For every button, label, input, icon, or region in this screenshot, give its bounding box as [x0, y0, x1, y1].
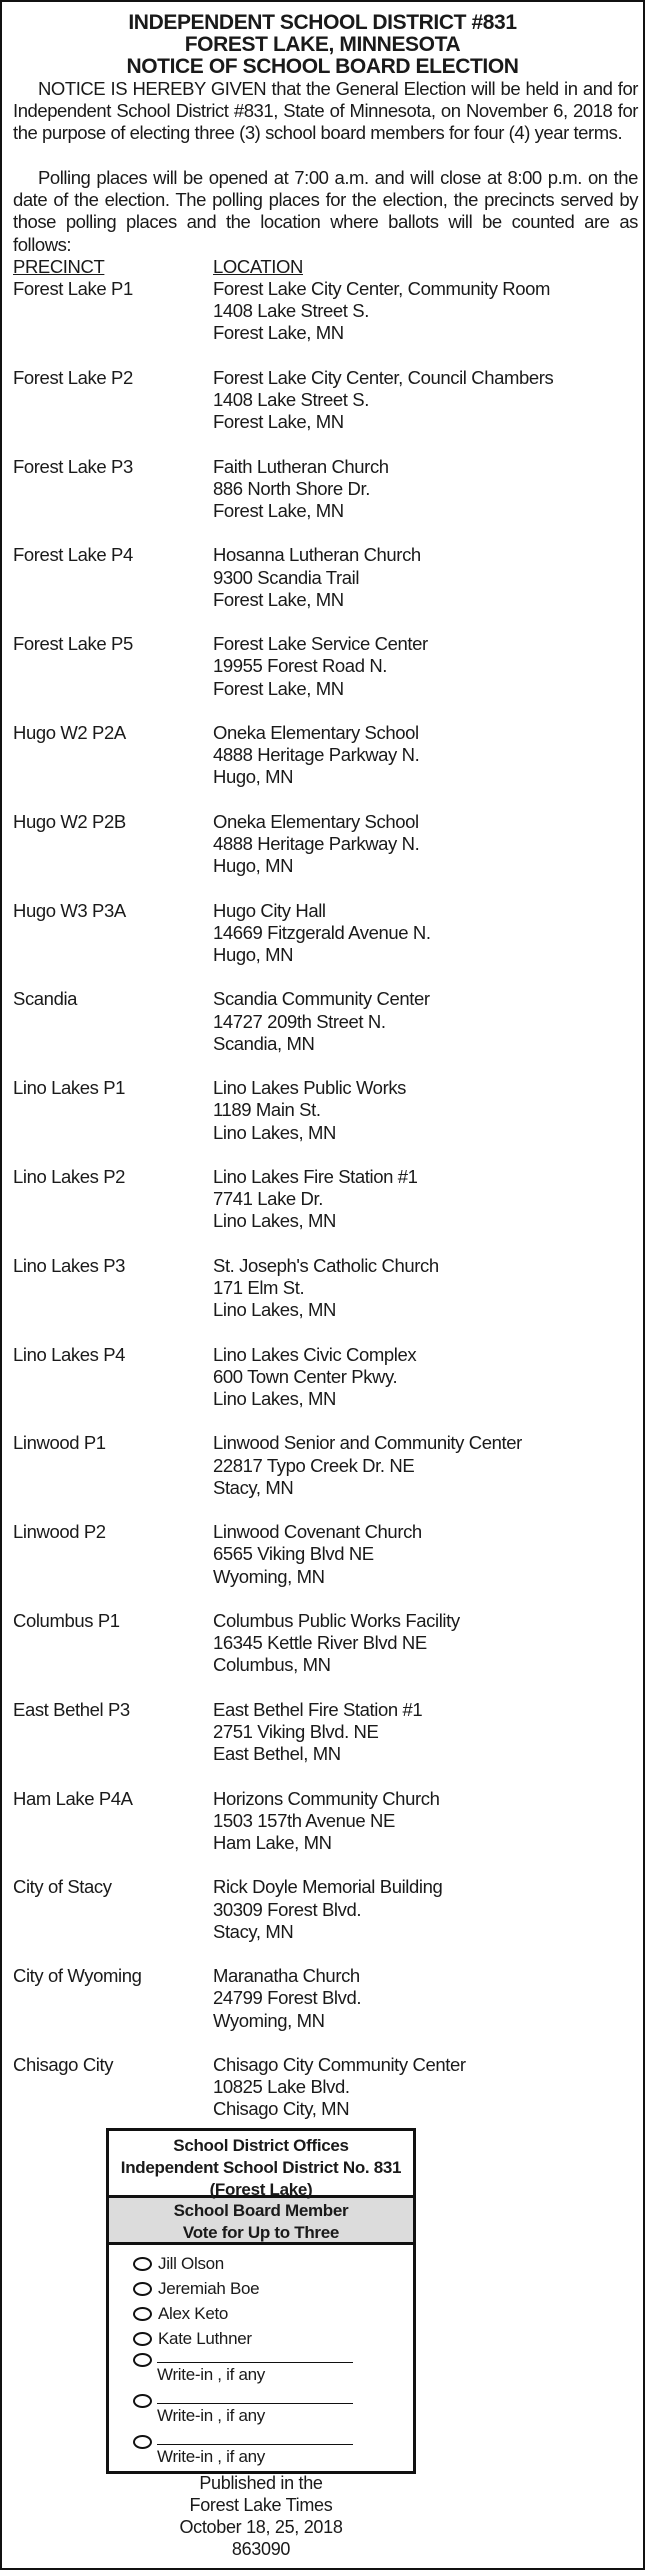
location-line: Maranatha Church — [213, 1965, 360, 1987]
precinct-name: City of Wyoming — [13, 1965, 142, 1987]
precinct-name: Linwood P2 — [13, 1521, 106, 1543]
location-line: Ham Lake, MN — [213, 1831, 332, 1853]
location-line: 10825 Lake Blvd. — [213, 2076, 350, 2098]
polling-location — [213, 1077, 406, 1166]
precinct-entry — [13, 1876, 633, 1965]
location-line: Horizons Community Church — [213, 1787, 440, 1809]
location-line: 7741 Lake Dr. — [213, 1188, 323, 1210]
location-line: Forest Lake City Center, Community Room — [213, 278, 551, 299]
precinct-name: Forest Lake P1 — [13, 278, 133, 299]
location-line: Hugo, MN — [213, 766, 294, 788]
ballot-oval-icon[interactable] — [133, 2257, 152, 2271]
location-line: Hugo City Hall — [213, 899, 326, 921]
precinct-entry — [13, 1344, 633, 1433]
polling-location — [213, 1166, 418, 1255]
ballot-heading-line: School District Offices — [173, 2136, 349, 2155]
ballot-heading-line: Independent School District No. 831 — [120, 2158, 402, 2177]
polling-location — [213, 1344, 416, 1433]
write-in-line[interactable] — [157, 2362, 353, 2363]
location-line: East Bethel Fire Station #1 — [213, 1698, 423, 1720]
location-line: 2751 Viking Blvd. NE — [213, 1720, 379, 1742]
precinct-name: Lino Lakes P2 — [13, 1165, 126, 1187]
ballot-oval-icon[interactable] — [133, 2353, 152, 2367]
candidate-option[interactable] — [133, 2276, 413, 2301]
location-line: Oneka Elementary School — [213, 721, 419, 743]
location-line: Lino Lakes, MN — [213, 1210, 336, 1232]
polling-location — [213, 1965, 361, 2054]
precinct-name: Lino Lakes P1 — [13, 1077, 126, 1099]
candidate-name: Kate Luthner — [158, 2328, 252, 2348]
location-line: Lino Lakes Civic Complex — [213, 1343, 417, 1365]
precinct-name: Chisago City — [13, 2053, 114, 2075]
location-line: 600 Town Center Pkwy. — [213, 1365, 398, 1387]
notice-id: 863090 — [231, 2539, 291, 2559]
location-line: 4888 Heritage Parkway N. — [213, 744, 420, 766]
location-line: Hugo, MN — [213, 943, 294, 965]
candidate-list — [109, 2245, 413, 2474]
location-line: Rick Doyle Memorial Building — [213, 1876, 443, 1898]
precinct-entry — [13, 456, 633, 545]
polling-location — [213, 456, 389, 545]
location-line: 9300 Scandia Trail — [213, 566, 360, 588]
polling-paragraph: Polling places will be opened at 7:00 a.m. and will close at 8:00 p.m. on the date of the election. The polling places for the election, the precincts served by those polling places and the location where ballots will be counted are as follows: — [13, 167, 638, 255]
location-line: East Bethel, MN — [213, 1743, 341, 1765]
location-line: Forest Lake, MN — [213, 411, 344, 433]
precinct-name: Linwood P1 — [13, 1432, 106, 1454]
precinct-name: Lino Lakes P4 — [13, 1343, 126, 1365]
publication-name: Forest Lake Times — [189, 2495, 333, 2515]
precinct-entry — [13, 1166, 633, 1255]
publication-line: Published in the — [199, 2473, 323, 2493]
polling-location — [213, 633, 428, 722]
location-line: 171 Elm St. — [213, 1276, 305, 1298]
precinct-entry — [13, 1965, 633, 2054]
publication-dates: October 18, 25, 2018 — [179, 2517, 343, 2537]
candidate-name: Alex Keto — [158, 2303, 229, 2323]
location-column-header: LOCATION — [213, 256, 303, 277]
ballot-oval-icon[interactable] — [133, 2307, 152, 2321]
precinct-entry — [13, 900, 633, 989]
location-line: Wyoming, MN — [213, 2009, 325, 2031]
precinct-name: Ham Lake P4A — [13, 1787, 133, 1809]
candidate-option[interactable] — [133, 2251, 413, 2276]
write-in-option[interactable] — [133, 2351, 413, 2392]
polling-location — [213, 1699, 422, 1788]
location-line: Lino Lakes Public Works — [213, 1077, 407, 1099]
location-line: 1503 157th Avenue NE — [213, 1809, 395, 1831]
vote-instruction: Vote for Up to Three — [182, 2223, 340, 2242]
location-line: Lino Lakes, MN — [213, 1387, 336, 1409]
precinct-name: Forest Lake P3 — [13, 455, 133, 477]
write-in-label: Write-in , if any — [157, 2365, 265, 2384]
polling-location — [213, 1255, 439, 1344]
location-line: Linwood Covenant Church — [213, 1521, 422, 1543]
precinct-entry — [13, 1699, 633, 1788]
location-line: Forest Lake, MN — [213, 677, 344, 699]
write-in-option[interactable] — [133, 2392, 413, 2433]
location-line: Lino Lakes, MN — [213, 1299, 336, 1321]
location-line: 1189 Main St. — [213, 1099, 321, 1121]
polling-location — [213, 278, 550, 367]
precinct-entry — [13, 811, 633, 900]
sample-ballot — [106, 2128, 416, 2474]
location-line: 14727 209th Street N. — [213, 1010, 386, 1032]
write-in-option[interactable] — [133, 2433, 413, 2474]
location-line: 14669 Fitzgerald Avenue N. — [213, 921, 431, 943]
location-line: Wyoming, MN — [213, 1565, 325, 1587]
location-line: Forest Lake, MN — [213, 322, 344, 344]
title-line-district: INDEPENDENT SCHOOL DISTRICT #831 — [128, 11, 517, 34]
location-line: Linwood Senior and Community Center — [213, 1432, 522, 1454]
precinct-name: Hugo W3 P3A — [13, 899, 126, 921]
precinct-name: Lino Lakes P3 — [13, 1254, 126, 1276]
write-in-label: Write-in , if any — [157, 2447, 265, 2466]
location-line: 30309 Forest Blvd. — [213, 1898, 362, 1920]
polling-location — [213, 544, 421, 633]
polling-location — [213, 1788, 439, 1877]
publication-info — [106, 2472, 416, 2560]
location-line: Columbus, MN — [213, 1654, 331, 1676]
ballot-oval-icon[interactable] — [133, 2435, 152, 2449]
location-line: Stacy, MN — [213, 1476, 294, 1498]
location-line: Scandia, MN — [213, 1032, 315, 1054]
location-line: 1408 Lake Street S. — [213, 300, 369, 322]
precinct-name: Columbus P1 — [13, 1609, 120, 1631]
location-line: Forest Lake Service Center — [213, 633, 428, 655]
candidate-name: Jill Olson — [158, 2253, 224, 2273]
precinct-entry — [13, 1521, 633, 1610]
precinct-name: Hugo W2 P2A — [13, 721, 126, 743]
ballot-oval-icon[interactable] — [133, 2282, 152, 2296]
location-line: Hugo, MN — [213, 855, 294, 877]
notice-title — [0, 12, 645, 78]
location-line: Stacy, MN — [213, 1920, 294, 1942]
precinct-name: City of Stacy — [13, 1876, 112, 1898]
location-line: 4888 Heritage Parkway N. — [213, 832, 420, 854]
location-line: Columbus Public Works Facility — [213, 1609, 460, 1631]
location-line: Scandia Community Center — [213, 988, 430, 1010]
polling-location — [213, 722, 419, 811]
precinct-name: Scandia — [13, 988, 78, 1010]
location-line: 24799 Forest Blvd. — [213, 1987, 362, 2009]
location-line: Faith Lutheran Church — [213, 455, 389, 477]
location-line: Lino Lakes, MN — [213, 1121, 336, 1143]
write-in-line[interactable] — [157, 2444, 353, 2445]
location-line: Oneka Elementary School — [213, 810, 419, 832]
precinct-name: Forest Lake P5 — [13, 633, 133, 655]
ballot-heading-line: (Forest Lake) — [209, 2180, 313, 2199]
polling-location — [213, 1432, 522, 1521]
location-line: 16345 Kettle River Blvd NE — [213, 1632, 427, 1654]
precinct-entry — [13, 988, 633, 1077]
precinct-list — [13, 278, 633, 2143]
precinct-entry — [13, 544, 633, 633]
write-in-line[interactable] — [157, 2403, 353, 2404]
polling-location — [213, 1521, 422, 1610]
precinct-name: East Bethel P3 — [13, 1698, 130, 1720]
location-line: 22817 Typo Creek Dr. NE — [213, 1454, 415, 1476]
candidate-option[interactable] — [133, 2301, 413, 2326]
precinct-entry — [13, 1077, 633, 1166]
ballot-office — [109, 2198, 413, 2245]
location-line: Forest Lake, MN — [213, 588, 344, 610]
precinct-entry — [13, 1788, 633, 1877]
ballot-heading — [109, 2131, 413, 2198]
precinct-entry — [13, 722, 633, 811]
location-line: 19955 Forest Road N. — [213, 655, 388, 677]
precinct-column-header: PRECINCT — [13, 256, 105, 277]
location-line: Lino Lakes Fire Station #1 — [213, 1165, 418, 1187]
location-line: 886 North Shore Dr. — [213, 477, 370, 499]
precinct-name: Hugo W2 P2B — [13, 810, 126, 832]
candidate-option[interactable] — [133, 2326, 413, 2351]
precinct-entry — [13, 278, 633, 367]
polling-location — [213, 1876, 442, 1965]
polling-location — [213, 811, 419, 900]
precinct-entry — [13, 367, 633, 456]
office-title: School Board Member — [173, 2201, 349, 2220]
title-line-city: FOREST LAKE, MINNESOTA — [184, 33, 461, 56]
polling-location — [213, 1610, 460, 1699]
polling-location — [213, 367, 553, 456]
precinct-name: Forest Lake P4 — [13, 544, 133, 566]
location-line: 1408 Lake Street S. — [213, 389, 369, 410]
notice-paragraph: NOTICE IS HEREBY GIVEN that the General Election will be held in and for Independent School District #831, State of Minnesota, on November 6, 2018 for the purpose of electing three (3) school board members for four (4) year terms. — [13, 78, 638, 144]
ballot-oval-icon[interactable] — [133, 2394, 152, 2408]
candidate-name: Jeremiah Boe — [158, 2278, 260, 2298]
polling-location — [213, 900, 431, 989]
location-line: Chisago City, MN — [213, 2098, 350, 2120]
polling-location — [213, 988, 430, 1077]
location-line: 6565 Viking Blvd NE — [213, 1543, 374, 1565]
precinct-entry — [13, 633, 633, 722]
location-line: Hosanna Lutheran Church — [213, 544, 421, 566]
precinct-name: Forest Lake P2 — [13, 366, 133, 388]
location-line: Chisago City Community Center — [213, 2053, 466, 2075]
precinct-entry — [13, 1432, 633, 1521]
location-line: St. Joseph's Catholic Church — [213, 1254, 439, 1276]
write-in-label: Write-in , if any — [157, 2406, 265, 2425]
ballot-oval-icon[interactable] — [133, 2332, 152, 2346]
location-line: Forest Lake, MN — [213, 500, 344, 521]
precinct-entry — [13, 1610, 633, 1699]
location-line: Forest Lake City Center, Council Chambers — [213, 366, 554, 388]
precinct-entry — [13, 1255, 633, 1344]
title-line-notice: NOTICE OF SCHOOL BOARD ELECTION — [126, 55, 519, 78]
